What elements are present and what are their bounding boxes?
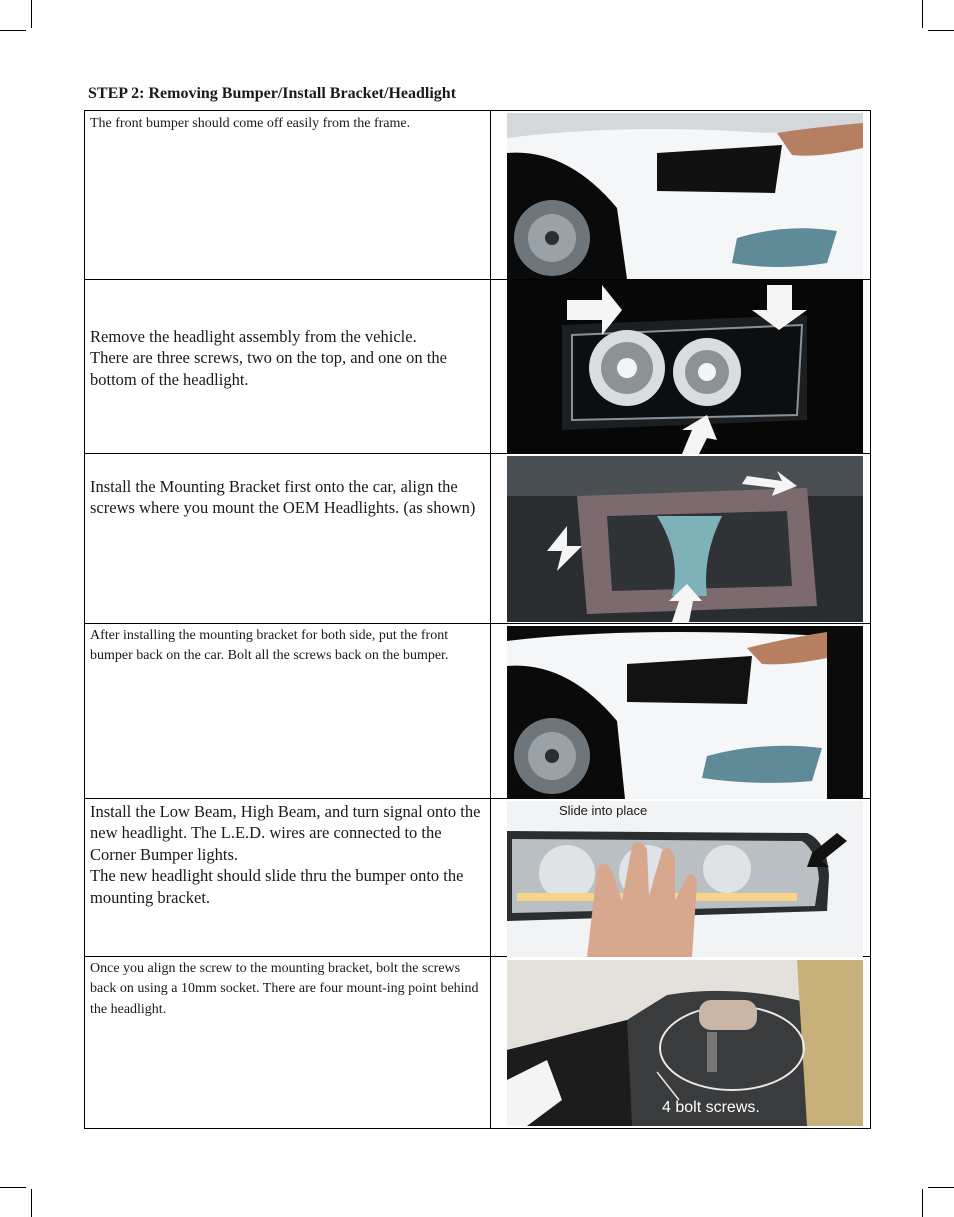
step-row-5	[85, 799, 870, 957]
crop-mark	[0, 30, 26, 31]
step-text: After installing the mounting bracket for both side, put the front bumper back on the car. Bolt all the screws back on the bumper.	[90, 628, 449, 664]
step-row-2	[85, 280, 870, 454]
step-text: Install the Low Beam, High Beam, and turn signal onto the new headlight. The L.E.D. wires are connected to the Corner Bumper lights. The new headlight should slide thru the bumper onto the mounting bracket.	[90, 802, 481, 907]
step-text: Remove the headlight assembly from the vehicle. There are three screws, two on the top, and one on the bottom of the headlight.	[90, 327, 447, 389]
crop-mark	[31, 1189, 32, 1217]
crop-mark	[928, 30, 954, 31]
crop-mark	[922, 1189, 923, 1217]
bumper-reinstall-photo	[507, 626, 863, 799]
photo-caption: Slide into place	[559, 803, 648, 818]
bumper-removal-photo	[507, 113, 863, 279]
crop-mark	[922, 0, 923, 28]
step-row-6	[85, 957, 870, 1128]
steps-table	[84, 110, 871, 1129]
bolt-screws-photo	[507, 960, 863, 1126]
mounting-bracket-photo	[507, 456, 863, 622]
new-headlight-install-photo	[507, 801, 863, 957]
step-text: The front bumper should come off easily from the frame.	[90, 116, 411, 131]
step-row-3	[85, 454, 870, 624]
page-title: STEP 2: Removing Bumper/Install Bracket/Headlight	[88, 85, 457, 102]
photo-caption: 4 bolt screws.	[662, 1099, 760, 1116]
headlight-assembly-photo	[507, 280, 863, 454]
crop-mark	[0, 1187, 26, 1188]
crop-mark	[928, 1187, 954, 1188]
step-text: Install the Mounting Bracket first onto the car, align the screws where you mount the OEM Headlights. (as shown)	[90, 477, 476, 518]
step-text: Once you align the screw to the mounting bracket, bolt the screws back on using a 10mm socket. There are four mount-ing point behind the headlight.	[90, 961, 479, 1017]
crop-mark	[31, 0, 32, 28]
step-row-1	[85, 111, 870, 280]
step-row-4	[85, 624, 870, 799]
